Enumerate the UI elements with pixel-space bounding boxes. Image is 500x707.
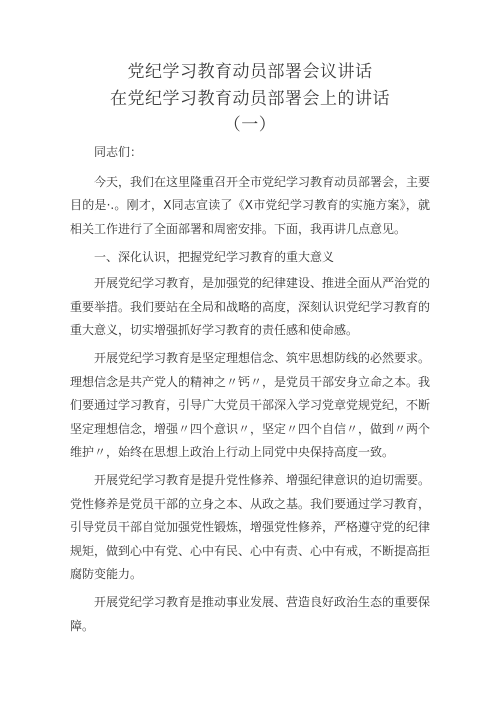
paragraph-ideals: 开展党纪学习教育是坚定理想信念、筑牢思想防线的必然要求。理想信念是共产党人的精神之〃钙〃，是党员干部安身立命之本。我们要通过学习教育，引导广大党员干部深入学习党章党规党纪，不断坚定理想信念，增强〃四个意识〃，坚定〃四个自信〃，做到〃两个维护〃，始终在思想上政治上行动上同党中央保持高度一致。 <box>70 351 431 459</box>
section-number: （一） <box>223 115 277 135</box>
document-subtitle: 在党纪学习教育动员部署会上的讲话 <box>110 89 390 109</box>
document-title: 党纪学习教育动员部署会议讲话 <box>127 62 373 82</box>
paragraph-significance: 开展党纪学习教育，是加强党的纪律建设、推进全面从严治党的重要举措。我们要站在全局和战略的高度，深刻认识党纪学习教育的重大意义，切实增强抓好学习教育的责任感和使命感。 <box>70 276 431 337</box>
paragraph-party-spirit: 开展党纪学习教育是提升党性修养、增强纪律意识的迫切需要。党性修养是党员干部的立身之本、从政之基。我们要通过学习教育，引导党员干部自觉加强党性锻炼，增强党性修养，严格遵守党的纪律规矩，做到心中有党、心中有民、心中有责、心中有戒，不断提高拒腐防变能力。 <box>70 473 431 581</box>
paragraph-intro: 今天，我们在这里隆重召开全市党纪学习教育动员部署会，主要目的是·.。刚才，X同志宣读了《X市党纪学习教育的实施方案》，就相关工作进行了全面部署和周密安排。下面，我再讲几点意见。 <box>70 174 431 236</box>
document-body <box>70 141 430 643</box>
greeting: 同志们： <box>94 145 143 159</box>
section-heading-1: 一、深化认识，把握党纪学习教育的重大意义 <box>94 249 335 264</box>
paragraph-development: 开展党纪学习教育是推动事业发展、营造良好政治生态的重要保障。 <box>70 595 431 633</box>
